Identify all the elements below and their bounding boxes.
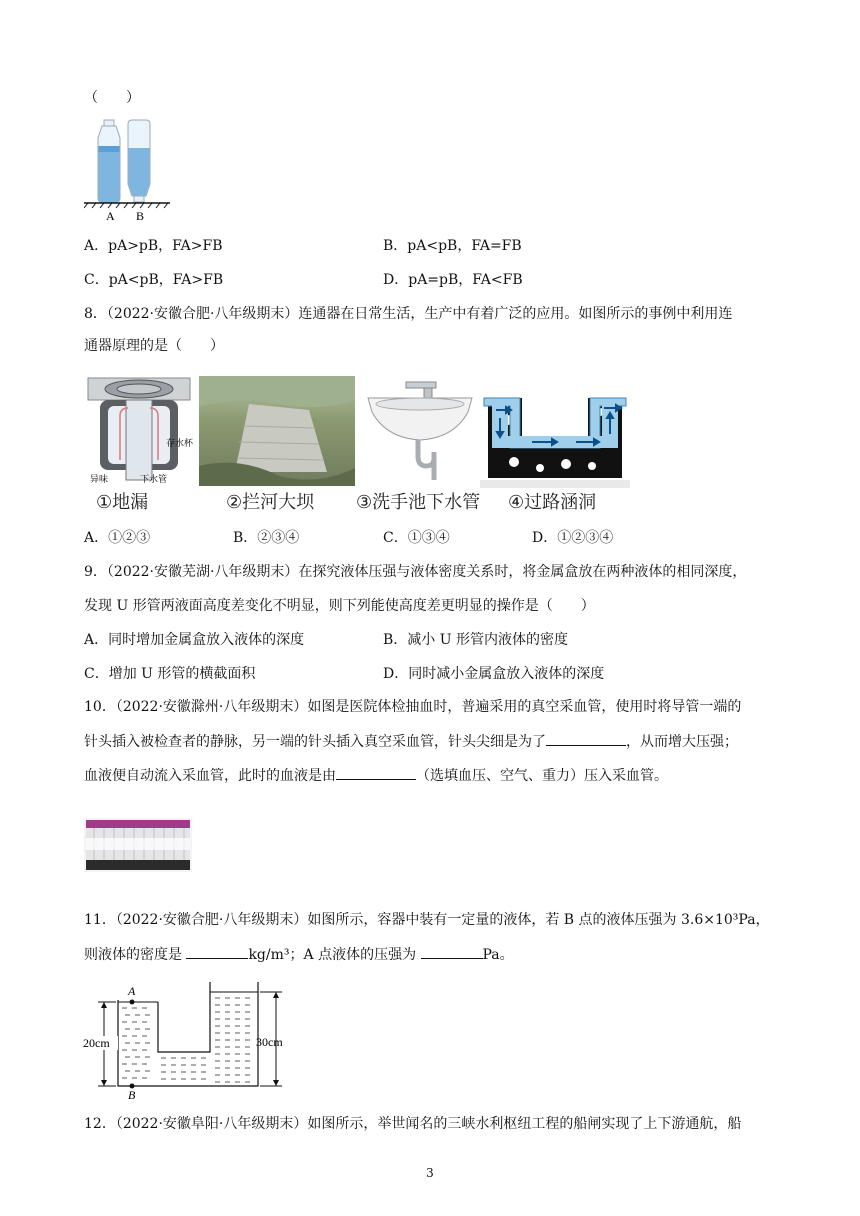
q11-blank-pressure[interactable]: [421, 944, 483, 959]
point-b-label: B: [128, 1088, 136, 1100]
q11-stem-line2: 则液体的密度是 kg/m³；A 点液体的压强为 Pa。: [84, 944, 514, 965]
q9-stem-line2: 发现 U 形管两液面高度差变化不明显，则下列能使高度差更明显的操作是（ ）: [84, 598, 595, 614]
bottle-a-icon: [98, 120, 120, 202]
bottle-b-icon: [128, 120, 150, 202]
q8-option-b: B．②③④: [233, 530, 300, 546]
q7-paren: （ ）: [84, 90, 140, 106]
q8-floor-drain-figure: [86, 376, 194, 492]
q10-blood-tubes-photo: [84, 818, 192, 876]
q7-option-c: C．pA<pB，FA>FB: [84, 272, 224, 288]
q9-stem-line1: 9．（2022·安徽芜湖·八年级期末）在探究液体压强与液体密度关系时，将金属盒放在两种液体的相同深度，: [84, 564, 747, 580]
q7-bottles-figure: [84, 118, 174, 226]
q8-stem-line2: 通器原理的是（ ）: [84, 338, 224, 354]
q8-sink-figure: [364, 376, 476, 492]
q11-stem-line1: 11．（2022·安徽合肥·八年级期末）如图所示，容器中装有一定量的液体，若 B 点的液体压强为 3.6×10³Pa，: [84, 912, 770, 928]
q7-option-d: D．pA=pB，FA<FB: [383, 272, 523, 288]
q11-blank-density[interactable]: [186, 944, 248, 959]
q10-stem-line3: 血液便自动流入采血管，此时的血液是由 （选填血压、空气、重力）压入采血管。: [84, 765, 668, 786]
cup-label: 存水杯: [166, 438, 194, 448]
q8-caption-2: ②拦河大坝: [226, 492, 315, 513]
q9-option-a: A．同时增加金属盒放入液体的深度: [84, 632, 305, 648]
smell-label: 异味: [90, 474, 109, 484]
dim-left-label: 20cm: [83, 1036, 110, 1050]
q8-caption-4: ④过路涵洞: [508, 492, 597, 513]
q12-stem-line1: 12．（2022·安徽阜阳·八年级期末）如图所示，举世闻名的三峡水利枢纽工程的船闸实现了上下游通航，船: [84, 1116, 742, 1132]
q10-stem-line2: 针头插入被检查者的静脉，另一端的针头插入真空采血管，针头尖细是为了 ，从而增大压强；: [84, 731, 738, 752]
q9-option-d: D．同时减小金属盒放入液体的深度: [383, 666, 605, 682]
pipe-label: 下水管: [140, 474, 168, 484]
page-number: 3: [426, 1166, 434, 1180]
q10-stem-line1: 10．（2022·安徽滁州·八年级期末）如图是医院体检抽血时，普遍采用的真空采血管，使用时将导管一端的: [84, 699, 742, 715]
q7-option-b: B．pA<pB，FA=FB: [383, 238, 522, 254]
dim-right-label: 30cm: [256, 1035, 283, 1049]
q10-blank-1[interactable]: [546, 731, 626, 746]
q11-container-figure: [82, 980, 302, 1104]
q8-option-d: D．①②③④: [532, 530, 614, 546]
q8-dam-photo: [199, 376, 355, 486]
q8-option-c: C．①③④: [383, 530, 450, 546]
q7-option-a: A．pA>pB，FA>FB: [84, 238, 223, 254]
q8-stem-line1: 8．（2022·安徽合肥·八年级期末）连通器在日常生活，生产中有着广泛的应用。如图所示的事例中利用连: [84, 306, 733, 322]
q8-caption-3: ③洗手池下水管: [356, 492, 481, 513]
point-a-label: A: [128, 984, 136, 998]
q8-caption-1: ①地漏: [96, 492, 149, 513]
q9-option-c: C．增加 U 形管的横截面积: [84, 666, 256, 682]
q8-culvert-figure: [480, 376, 630, 492]
q10-blank-2[interactable]: [336, 765, 416, 780]
bottle-b-label: B: [136, 209, 145, 222]
q9-option-b: B．减小 U 形管内液体的密度: [383, 632, 568, 648]
bottle-a-label: A: [106, 209, 115, 222]
q8-option-a: A．①②③: [84, 530, 151, 546]
